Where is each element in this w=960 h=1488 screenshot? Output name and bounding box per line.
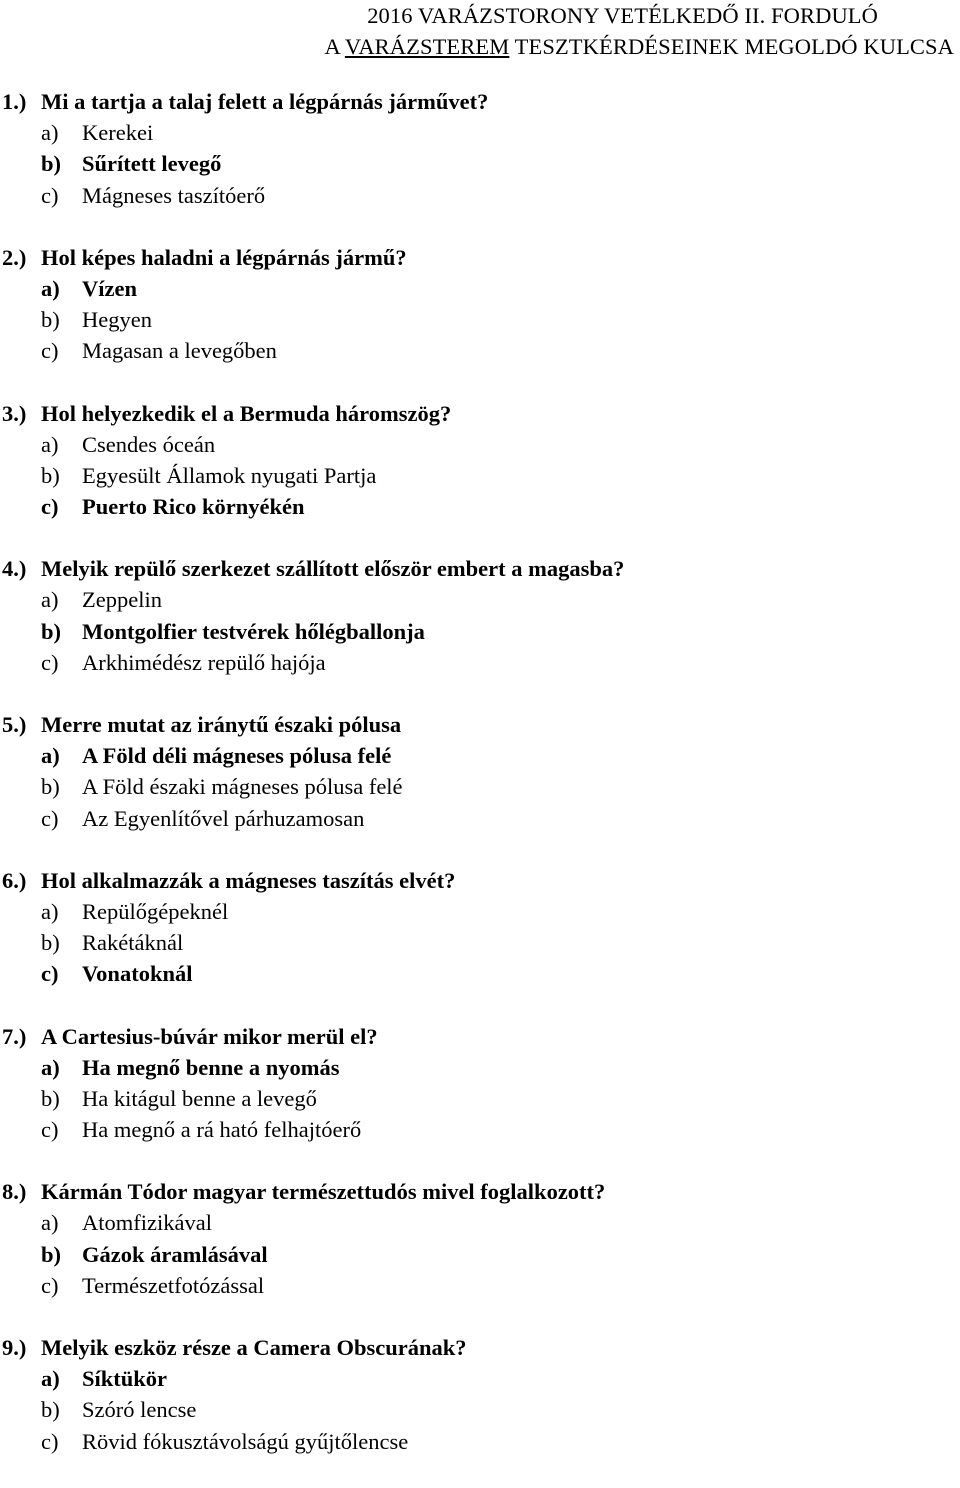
- question-heading: [0, 1021, 960, 1052]
- option-letter: a): [41, 587, 59, 613]
- option-letter: b): [41, 307, 60, 333]
- option-letter: c): [41, 1272, 59, 1298]
- option-text: Kerekei: [82, 120, 154, 146]
- question-heading: [0, 1332, 960, 1363]
- answer-option: [0, 1114, 960, 1145]
- option-letter: a): [41, 431, 59, 457]
- option-letter: c): [41, 805, 59, 831]
- answer-option: [0, 896, 960, 927]
- answer-option-correct: [0, 273, 960, 304]
- option-letter: c): [41, 494, 59, 520]
- option-letter: a): [41, 1054, 60, 1080]
- question-item: [0, 553, 960, 678]
- option-letter: b): [41, 1085, 60, 1111]
- answer-option-correct: [0, 491, 960, 522]
- option-letter: c): [41, 961, 59, 987]
- option-text: Gázok áramlásával: [82, 1241, 268, 1267]
- option-letter: a): [41, 898, 59, 924]
- answer-option: [0, 1426, 960, 1457]
- document-title: [0, 0, 960, 62]
- option-letter: a): [41, 743, 60, 769]
- answer-option-correct: [0, 1052, 960, 1083]
- option-text: Ha megnő a rá ható felhajtóerő: [82, 1117, 362, 1143]
- answer-option-correct: [0, 740, 960, 771]
- question-text: Hol helyezkedik el a Bermuda háromszög?: [41, 400, 452, 426]
- option-text: Rakétáknál: [82, 930, 184, 956]
- option-text: Szóró lencse: [82, 1397, 197, 1423]
- question-text: Hol alkalmazzák a mágneses taszítás elvét?: [41, 867, 456, 893]
- option-text: A Föld északi mágneses pólusa felé: [82, 774, 403, 800]
- question-heading: [0, 398, 960, 429]
- option-text: Ha kitágul benne a levegő: [82, 1085, 317, 1111]
- answer-option-correct: [0, 1239, 960, 1270]
- option-text: Montgolfier testvérek hőlégballonja: [82, 618, 425, 644]
- answer-option: [0, 180, 960, 211]
- option-text: Puerto Rico környékén: [82, 494, 305, 520]
- option-letter: c): [41, 649, 59, 675]
- answer-option: [0, 584, 960, 615]
- option-text: Rövid fókusztávolságú gyűjtőlencse: [82, 1428, 409, 1454]
- option-letter: b): [41, 930, 60, 956]
- question-text: Melyik repülő szerkezet szállított először embert a magasba?: [41, 556, 625, 582]
- option-letter: b): [41, 1241, 62, 1267]
- question-number: 9.): [2, 1335, 27, 1360]
- question-number: 4.): [2, 556, 27, 582]
- question-text: Merre mutat az iránytű északi pólusa: [41, 712, 402, 737]
- question-number: 8.): [2, 1179, 27, 1205]
- answer-option: [0, 117, 960, 148]
- answer-option-correct: [0, 1363, 960, 1394]
- option-text: Ha megnő benne a nyomás: [82, 1054, 340, 1080]
- question-item: [0, 1332, 960, 1457]
- option-text: A Föld déli mágneses pólusa felé: [82, 743, 392, 769]
- answer-option: [0, 1270, 960, 1301]
- option-text: Vízen: [82, 275, 137, 301]
- option-letter: a): [41, 1210, 59, 1236]
- answer-option-correct: [0, 148, 960, 179]
- option-text: Hegyen: [82, 307, 152, 333]
- question-text: Kármán Tódor magyar természettudós mivel foglalkozott?: [41, 1179, 606, 1205]
- option-letter: a): [41, 120, 59, 146]
- question-item: [0, 86, 960, 211]
- title-line-2-suffix: TESZTKÉRDÉSEINEK MEGOLDÓ KULCSA: [509, 34, 954, 59]
- answer-option: [0, 927, 960, 958]
- option-letter: b): [41, 1397, 60, 1423]
- answer-option: [0, 304, 960, 335]
- answer-option: [0, 1394, 960, 1425]
- question-item: [0, 1176, 960, 1301]
- answer-option: [0, 1207, 960, 1238]
- option-text: Természetfotózással: [82, 1272, 265, 1298]
- answer-option-correct: [0, 616, 960, 647]
- question-item: [0, 709, 960, 834]
- option-text: Mágneses taszítóerő: [82, 182, 266, 208]
- option-letter: b): [41, 462, 60, 488]
- answer-option: [0, 460, 960, 491]
- answer-option: [0, 647, 960, 678]
- question-heading: [0, 553, 960, 584]
- question-text: Melyik eszköz része a Camera Obscurának?: [41, 1335, 467, 1360]
- question-heading: [0, 709, 960, 740]
- question-number: 6.): [2, 867, 27, 893]
- question-text: Mi a tartja a talaj felett a légpárnás járművet?: [41, 89, 489, 114]
- option-letter: c): [41, 1428, 59, 1454]
- answer-option-correct: [0, 958, 960, 989]
- option-letter: a): [41, 275, 60, 301]
- title-line-2-prefix: A: [324, 34, 345, 59]
- question-heading: [0, 86, 960, 117]
- answer-option: [0, 803, 960, 834]
- option-letter: a): [41, 1366, 60, 1392]
- option-text: Vonatoknál: [82, 961, 193, 987]
- question-text: Hol képes haladni a légpárnás jármű?: [41, 244, 407, 270]
- option-text: Arkhimédész repülő hajója: [82, 649, 326, 675]
- answer-option: [0, 771, 960, 802]
- question-number: 5.): [2, 712, 27, 737]
- question-heading: [0, 242, 960, 273]
- answer-option: [0, 429, 960, 460]
- question-number: 2.): [2, 244, 27, 270]
- option-text: Egyesült Államok nyugati Partja: [82, 462, 377, 488]
- option-letter: c): [41, 1117, 59, 1143]
- question-list: [0, 86, 960, 1488]
- option-letter: b): [41, 618, 62, 644]
- option-text: Zeppelin: [82, 587, 162, 613]
- option-text: Magasan a levegőben: [82, 338, 277, 364]
- title-underlined-word: VARÁZSTEREM: [344, 34, 510, 59]
- question-item: [0, 242, 960, 367]
- answer-option: [0, 335, 960, 366]
- question-number: 7.): [2, 1023, 27, 1049]
- question-number: 3.): [2, 400, 27, 426]
- option-letter: c): [41, 182, 59, 208]
- option-letter: b): [41, 774, 60, 800]
- option-text: Síktükör: [82, 1366, 168, 1392]
- question-item: [0, 398, 960, 523]
- question-heading: [0, 865, 960, 896]
- option-letter: c): [41, 338, 59, 364]
- option-text: Sűrített levegő: [82, 151, 222, 177]
- option-text: Az Egyenlítővel párhuzamosan: [82, 805, 365, 831]
- question-heading: [0, 1176, 960, 1207]
- title-line-2: [0, 31, 960, 62]
- title-line-1: 2016 VARÁZSTORONY VETÉLKEDŐ II. FORDULÓ: [367, 3, 878, 28]
- question-text: A Cartesius-búvár mikor merül el?: [41, 1023, 378, 1049]
- question-item: [0, 1021, 960, 1146]
- option-text: Csendes óceán: [82, 431, 216, 457]
- answer-option: [0, 1083, 960, 1114]
- option-text: Repülőgépeknél: [82, 898, 229, 924]
- question-number: 1.): [2, 89, 27, 114]
- question-item: [0, 865, 960, 990]
- option-letter: b): [41, 151, 62, 177]
- option-text: Atomfizikával: [82, 1210, 212, 1236]
